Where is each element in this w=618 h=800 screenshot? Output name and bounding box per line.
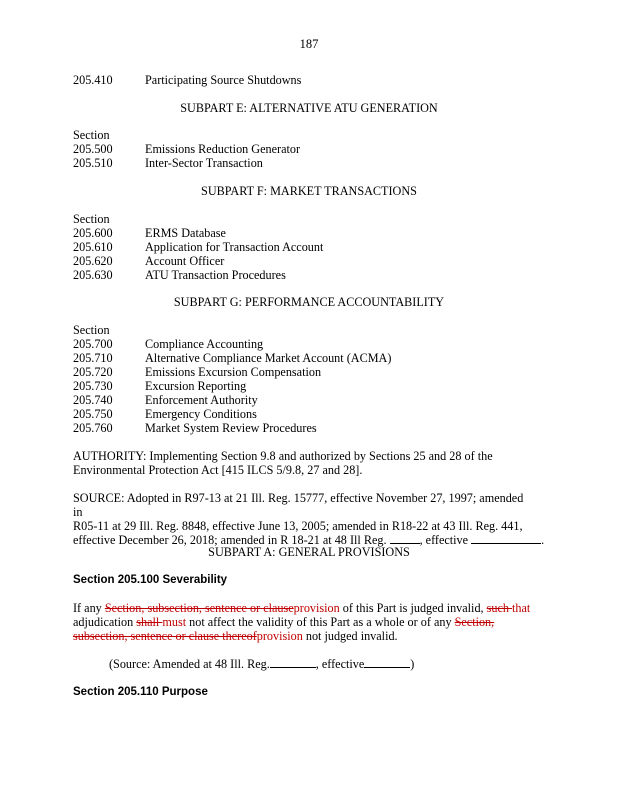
subpart-e-heading: SUBPART E: ALTERNATIVE ATU GENERATION: [180, 101, 438, 115]
section-number: 205.510: [73, 156, 113, 170]
authority-note: [73, 449, 535, 477]
section-title: Application for Transaction Account: [145, 240, 324, 254]
inserted-text: provision: [256, 629, 303, 643]
inserted-text: must: [162, 615, 187, 629]
inserted-text: that: [512, 601, 531, 615]
toc-entry: [73, 379, 246, 393]
section-number: 205.630: [73, 268, 113, 282]
toc-entry: [73, 351, 391, 365]
blank-line: [471, 533, 541, 544]
subpart-f-heading: SUBPART F: MARKET TRANSACTIONS: [201, 184, 417, 198]
deleted-text: Section, subsection, sentence or clause: [104, 601, 294, 615]
section-title: Alternative Compliance Market Account (ACMA): [145, 351, 392, 365]
toc-entry: [73, 156, 263, 170]
section-title: Excursion Reporting: [145, 379, 247, 393]
toc-entry: [73, 226, 226, 240]
severability-text: [73, 601, 543, 643]
toc-entry: [73, 407, 257, 421]
text-line: If any Section, subsection, sentence or clauseprovision of this Part is judged invalid, such that: [73, 601, 531, 615]
blank-line: [390, 533, 420, 544]
section-number: 205.410: [73, 73, 113, 87]
section-number: 205.750: [73, 407, 113, 421]
authority-line: Environmental Protection Act [415 ILCS 5/9.8, 27 and 28].: [73, 463, 363, 477]
blank-line: [364, 657, 410, 668]
subpart-g-heading: SUBPART G: PERFORMANCE ACCOUNTABILITY: [173, 295, 445, 309]
text-line: adjudication shall must not affect the validity of this Part as a whole or of any Section,: [73, 615, 495, 629]
source-note: [73, 491, 545, 547]
text-line: subsection, sentence or clause thereofprovision not judged invalid.: [73, 629, 398, 643]
section-number: 205.740: [73, 393, 113, 407]
section-label: Section: [73, 212, 110, 226]
section-number: 205.620: [73, 254, 113, 268]
section-heading: Section 205.100 Severability: [73, 574, 228, 586]
section-title: ATU Transaction Procedures: [145, 268, 286, 282]
section-title: Emergency Conditions: [145, 407, 257, 421]
section-number: 205.610: [73, 240, 113, 254]
toc-entry: [73, 254, 224, 268]
subpart-a-heading: SUBPART A: GENERAL PROVISIONS: [208, 545, 410, 559]
toc-entry: [73, 337, 263, 351]
inserted-text: provision: [293, 601, 340, 615]
section-heading: Section 205.110 Purpose: [73, 686, 208, 698]
toc-entry: [73, 268, 286, 282]
section-number: 205.760: [73, 421, 113, 435]
section-number: 205.720: [73, 365, 113, 379]
deleted-text: Section,: [454, 615, 495, 629]
section-number: 205.700: [73, 337, 113, 351]
toc-entry: [73, 365, 321, 379]
section-title: Market System Review Procedures: [145, 421, 317, 435]
toc-entry: [73, 421, 317, 435]
source-amendment-note: (Source: Amended at 48 Ill. Reg. , effective ): [109, 657, 415, 671]
authority-line: AUTHORITY: Implementing Section 9.8 and authorized by Sections 25 and 28 of the: [73, 449, 493, 463]
section-title: Emissions Reduction Generator: [145, 142, 301, 156]
section-label: Section: [73, 323, 110, 337]
section-number: 205.500: [73, 142, 113, 156]
section-title: Emissions Excursion Compensation: [145, 365, 322, 379]
section-title: Inter-Sector Transaction: [145, 156, 263, 170]
deleted-text: subsection, sentence or clause thereof: [73, 629, 257, 643]
page-number: 187: [299, 37, 319, 51]
section-title: Compliance Accounting: [145, 337, 264, 351]
section-number: 205.600: [73, 226, 113, 240]
deleted-text: shall: [136, 615, 163, 629]
section-title: Participating Source Shutdowns: [145, 73, 302, 87]
section-label: Section: [73, 128, 110, 142]
toc-entry: [73, 142, 300, 156]
source-line: R05-11 at 29 Ill. Reg. 8848, effective June 13, 2005; amended in R18-22 at 43 Ill. Reg. 441,: [73, 519, 523, 533]
section-title: Account Officer: [145, 254, 225, 268]
section-title: Enforcement Authority: [145, 393, 258, 407]
section-title: ERMS Database: [145, 226, 226, 240]
blank-line: [270, 657, 316, 668]
toc-entry: [73, 240, 323, 254]
toc-entry: [73, 73, 301, 87]
source-line: effective December 26, 2018; amended in R 18-21 at 48 Ill Reg. , effective .: [73, 533, 545, 547]
section-number: 205.730: [73, 379, 113, 393]
source-line: SOURCE: Adopted in R97-13 at 21 Ill. Reg. 15777, effective November 27, 1997; amended in: [73, 491, 524, 519]
deleted-text: such: [486, 601, 513, 615]
toc-entry: [73, 393, 258, 407]
section-number: 205.710: [73, 351, 113, 365]
